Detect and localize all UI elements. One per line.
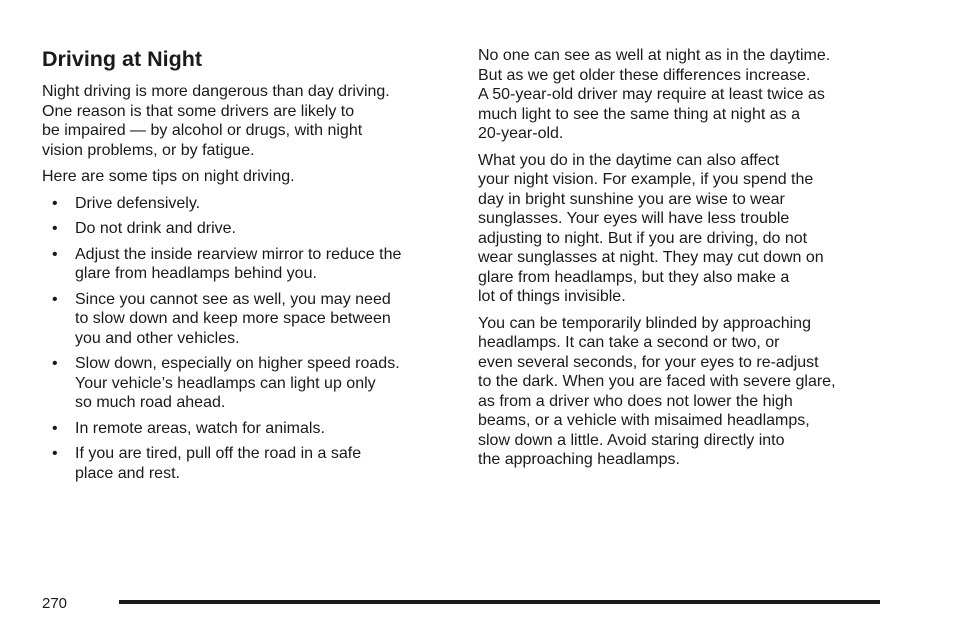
bullet-icon: • — [52, 194, 58, 212]
tip-text: Drive defensively. — [75, 194, 201, 212]
bullet-icon: • — [52, 220, 58, 237]
tip-text: Do not drink and drive. — [75, 220, 236, 237]
footer-rule — [119, 600, 880, 604]
tip-text: If you are tired, pull off the road in a safe place and rest. — [75, 445, 362, 482]
tip-text: In remote areas, watch for animals. — [75, 419, 325, 437]
body-paragraph: No one can see as well at night as in the daytime. But as we get older these differences increase. A 50-year-old driver may require at least twice as much light to see the same thing at night as a 20-year-old. — [478, 47, 831, 142]
tip-item — [42, 444, 447, 483]
bullet-icon: • — [52, 419, 58, 437]
bullet-icon: • — [52, 245, 58, 263]
tip-item — [42, 194, 447, 214]
intro-paragraph: Night driving is more dangerous than day driving. One reason is that some drivers are likely to be impaired — by alcohol or drugs, with night vision problems, or by fatigue. — [42, 83, 390, 159]
tip-text: Since you cannot see as well, you may need to slow down and keep more space between you and other vehicles. — [75, 290, 391, 347]
tips-list — [42, 194, 447, 484]
bullet-icon: • — [52, 355, 58, 372]
left-column — [42, 46, 447, 489]
tip-item — [42, 419, 447, 439]
tip-item — [42, 245, 447, 284]
body-paragraph: You can be temporarily blinded by approaching headlamps. It can take a second or two, or even several seconds, for your eyes to re-adjust to the dark. When you are faced with severe glare, as from a driver who does not lower the high beams, or a vehicle with misaimed headlamps, slow down a little. Avoid staring directly into the approaching headlamps. — [478, 314, 836, 468]
body-paragraph: What you do in the daytime can also affect your night vision. For example, if you spend the day in bright sunshine you are wise to wear sunglasses. Your eyes will have less trouble adjusting to night. But if you are driving, do not wear sunglasses at night. They may cut down on glare from headlamps, but they also make a lot of things invisible. — [478, 151, 824, 305]
tip-item — [42, 354, 447, 413]
tip-item — [42, 290, 447, 349]
tip-item — [42, 219, 447, 239]
section-title: Driving at Night — [42, 47, 203, 71]
page-number: 270 — [42, 595, 68, 612]
tip-text: Adjust the inside rearview mirror to reduce the glare from headlamps behind you. — [75, 245, 402, 282]
bullet-icon: • — [52, 445, 58, 462]
bullet-icon: • — [52, 290, 58, 308]
tips-intro: Here are some tips on night driving. — [42, 168, 295, 185]
tip-text: Slow down, especially on higher speed roads. Your vehicle’s headlamps can light up only so much road ahead. — [75, 355, 400, 411]
right-column — [478, 46, 888, 477]
